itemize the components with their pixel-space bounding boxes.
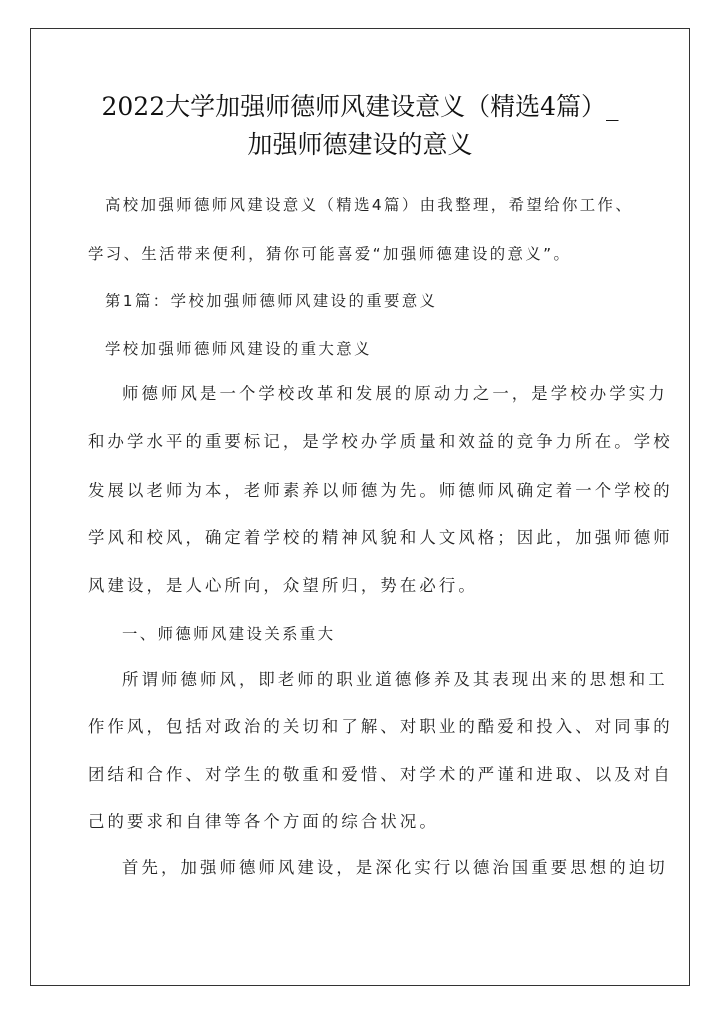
body-paragraph-1-line-3: 发展以老师为本，老师素养以师德为先。师德师风确定着一个学校的 [88, 481, 673, 500]
document-title-line-2: 加强师德建设的意义 [247, 130, 473, 159]
body-paragraph-1-line-4: 学风和校风，确定着学校的精神风貌和人文风格；因此，加强师德师 [88, 528, 673, 547]
section-heading-1: 第1篇：学校加强师德师风建设的重要意义 [105, 292, 438, 310]
intro-paragraph-line-2: 学习、生活带来便利，猜你可能喜爱“加强师德建设的意义”。 [88, 245, 572, 263]
body-paragraph-1-line-2: 和办学水平的重要标记，是学校办学质量和效益的竞争力所在。学校 [88, 432, 673, 451]
body-paragraph-2-line-4: 己的要求和自律等各个方面的综合状况。 [88, 812, 439, 831]
body-paragraph-1-line-5: 风建设，是人心所向，众望所归，势在必行。 [88, 576, 478, 595]
section-heading-2: 一、师德师风建设关系重大 [122, 625, 336, 643]
body-paragraph-2-line-3: 团结和合作、对学生的敬重和爱惜、对学术的严谨和进取、以及对自 [88, 765, 673, 784]
document-title-line-1: 2022大学加强师德师风建设意义（精选4篇）_ [101, 92, 619, 121]
intro-paragraph-line-1: 高校加强师德师风建设意义（精选4篇）由我整理，希望给你工作、 [105, 196, 634, 214]
subsection-heading: 学校加强师德师风建设的重大意义 [105, 340, 372, 358]
body-paragraph-2-line-2: 作作风，包括对政治的关切和了解、对职业的酷爱和投入、对同事的 [88, 717, 673, 736]
page-border [30, 28, 690, 986]
body-paragraph-2-line-1: 所谓师德师风，即老师的职业道德修养及其表现出来的思想和工 [122, 670, 668, 689]
body-paragraph-3-line-1: 首先，加强师德师风建设，是深化实行以德治国重要思想的迫切 [122, 858, 668, 877]
body-paragraph-1-line-1: 师德师风是一个学校改革和发展的原动力之一，是学校办学实力 [122, 384, 668, 403]
